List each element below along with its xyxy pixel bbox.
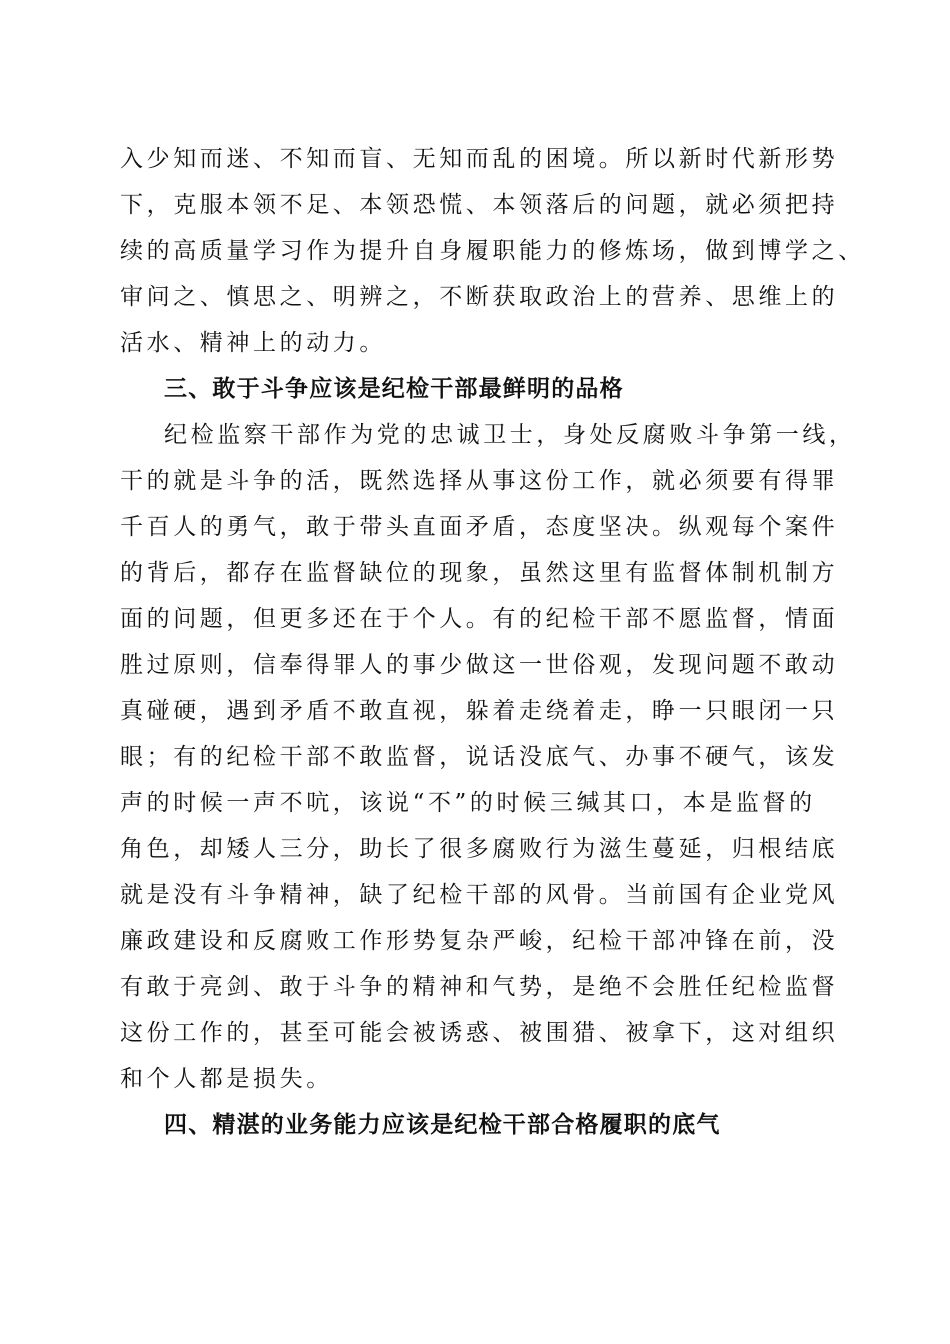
paragraph-line: 干的就是斗争的活，既然选择从事这份工作，就必须要有得罪	[120, 468, 839, 494]
paragraph-line: 千百人的勇气，敢于带头直面矛盾，态度坚决。纵观每个案件	[120, 514, 839, 540]
paragraph-line: 和个人都是损失。	[120, 1066, 333, 1092]
paragraph-line: 声的时候一声不吭，该说“不”的时候三缄其口，本是监督的	[120, 790, 816, 816]
paragraph-line: 审问之、慎思之、明辨之，不断获取政治上的营养、思维上的	[120, 284, 839, 310]
paragraph-line: 廉政建设和反腐败工作形势复杂严峻，纪检干部冲锋在前，没	[120, 928, 839, 954]
paragraph-line: 就是没有斗争精神，缺了纪检干部的风骨。当前国有企业党风	[120, 882, 839, 908]
paragraph-line: 下，克服本领不足、本领恐慌、本领落后的问题，就必须把持	[120, 192, 839, 218]
paragraph-line: 的背后，都存在监督缺位的现象，虽然这里有监督体制机制方	[120, 560, 839, 586]
paragraph-line: 有敢于亮剑、敢于斗争的精神和气势，是绝不会胜任纪检监督	[120, 974, 839, 1000]
paragraph-line: 入少知而迷、不知而盲、无知而乱的困境。所以新时代新形势	[120, 146, 839, 172]
paragraph-line: 真碰硬，遇到矛盾不敢直视，躲着走绕着走，睁一只眼闭一只	[120, 698, 839, 724]
paragraph-line: 续的高质量学习作为提升自身履职能力的修炼场，做到博学之、	[120, 238, 865, 264]
paragraph-line: 角色，却矮人三分，助长了很多腐败行为滋生蔓延，归根结底	[120, 836, 839, 862]
section-heading: 三、敢于斗争应该是纪检干部最鲜明的品格	[164, 376, 624, 402]
paragraph-line: 面的问题，但更多还在于个人。有的纪检干部不愿监督，情面	[120, 606, 839, 632]
section-heading: 四、精湛的业务能力应该是纪检干部合格履职的底气	[164, 1112, 721, 1138]
paragraph-line: 胜过原则，信奉得罪人的事少做这一世俗观，发现问题不敢动	[120, 652, 839, 678]
paragraph-line: 这份工作的，甚至可能会被诱惑、被围猎、被拿下，这对组织	[120, 1020, 839, 1046]
paragraph-line: 纪检监察干部作为党的忠诚卫士，身处反腐败斗争第一线，	[164, 422, 856, 448]
paragraph-line: 活水、精神上的动力。	[120, 330, 386, 356]
paragraph-line: 眼；有的纪检干部不敢监督，说话没底气、办事不硬气，该发	[120, 744, 839, 770]
